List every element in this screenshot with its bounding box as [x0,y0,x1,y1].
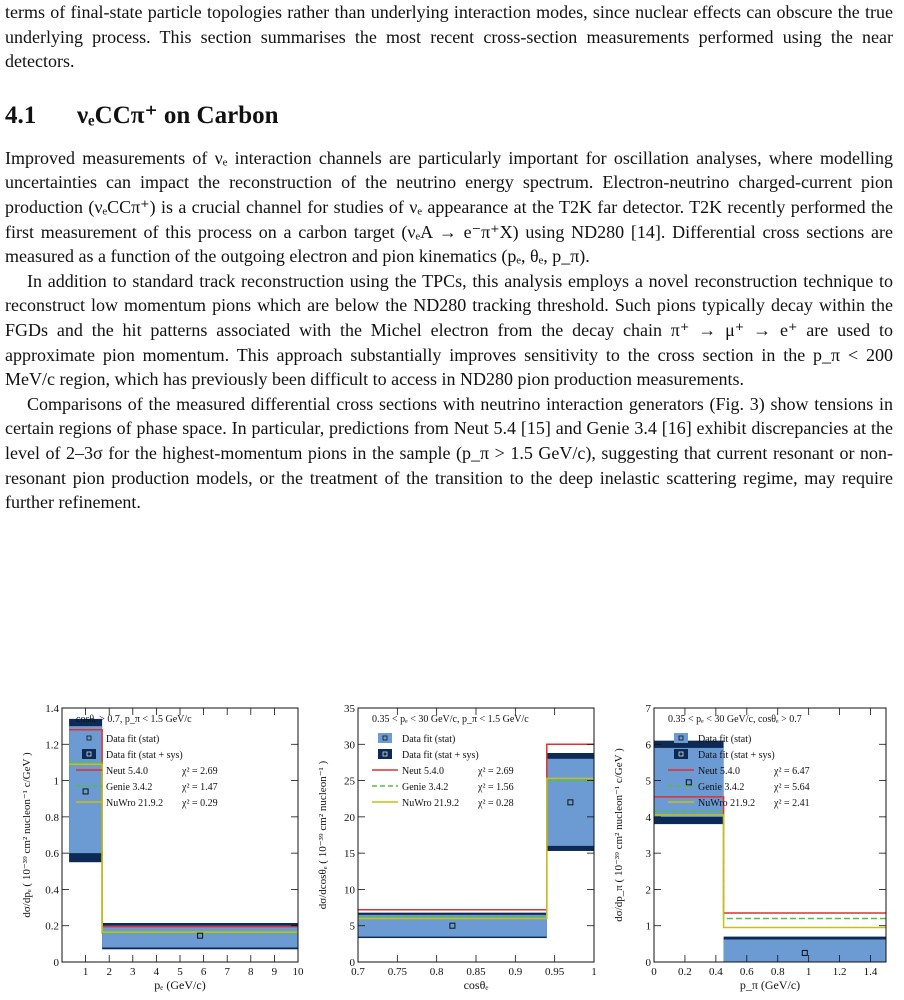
y-tick-label: 4 [645,811,651,824]
neut-line [69,730,298,927]
intro-paragraph: terms of final-state particle topologies rather than underlying interaction modes, since nuclear effects can obscure the true underlying process. This section summarises the most recent cross-section measurements performed using the near detectors. [5,2,893,72]
y-tick-label: 20 [344,811,355,824]
x-tick-label: 6 [200,966,207,978]
y-tick-label: 0.8 [45,811,59,824]
x-tick-label: 0.4 [708,966,723,978]
x-tick-label: 5 [177,966,183,978]
legend-chi2: χ² = 1.47 [182,782,218,793]
legend-label: Data fit (stat) [106,734,160,745]
y-tick-label: 3 [645,848,651,861]
x-axis-label: p_π (GeV/c) [739,978,801,992]
y-tick-label: 0 [53,957,59,969]
y-tick-label: 0.2 [45,920,59,933]
stat-band-1 [102,926,298,948]
text-block [5,0,893,515]
y-tick-label: 1.4 [45,703,59,715]
y-tick-label: 30 [344,739,355,752]
y-tick-label: 5 [349,920,355,933]
legend-label: Data fit (stat) [402,734,456,745]
legend-label: Genie 3.4.2 [698,782,745,793]
legend-label: Data fit (stat + sys) [402,750,479,761]
legend-chi2: χ² = 0.28 [478,798,514,809]
x-tick-label: 1.2 [832,966,847,978]
x-tick-label: 4 [153,966,160,978]
y-tick-label: 1 [645,920,651,933]
x-tick-label: 9 [271,966,278,978]
x-tick-label: 0.7 [351,966,365,978]
x-tick-label: 0.95 [545,966,565,978]
x-tick-label: 0.9 [508,966,523,978]
y-axis-label: dσ/dpₑ ( 10⁻³⁹ cm² nucleon⁻¹ c/GeV ) [21,752,33,918]
legend-label: Data fit (stat + sys) [106,750,183,761]
x-tick-label: 0.75 [387,966,407,978]
x-tick-label: 2 [106,966,112,978]
y-axis-label: dσ/dcosθₑ ( 10⁻³⁹ cm² nucleon⁻¹ ) [317,760,329,910]
genie-line [654,811,886,918]
chart-title: 0.35 < pₑ < 30 GeV/c, p_π < 1.5 GeV/c [372,714,529,725]
y-tick-label: 2 [645,884,651,897]
section-title: νₑCCπ⁺ on Carbon [77,101,279,129]
legend-label: Genie 3.4.2 [402,782,449,793]
stat-band-1 [547,759,594,846]
x-tick-label: 1 [591,966,597,978]
y-tick-label: 0 [645,957,651,969]
x-tick-label: 1.4 [863,966,878,978]
stat-band-0 [69,726,102,853]
x-tick-label: 10 [292,966,304,978]
chart-title: cosθₑ > 0.7, p_π < 1.5 GeV/c [76,714,192,725]
x-tick-label: 1 [805,966,812,978]
legend-label: Neut 5.4.0 [402,766,444,777]
y-tick-label: 5 [645,775,651,788]
y-tick-label: 35 [344,703,355,715]
legend-chi2: χ² = 6.47 [774,766,810,777]
x-tick-label: 0.8 [429,966,444,978]
paragraph-3: Comparisons of the measured differential cross sections with neutrino interaction generators (Fig. 3) show tensions in certain regions of phase space. In particular, predictions from Neut 5.4 [15] and Genie 3.4 [16] exhibit discrepancies at the level of 2–3σ for the highest-momentum pions in the sample (p_π > 1.5 GeV/c), suggesting that current resonant or non-resonant pion production models, or the treatment of the transition to the deep inelastic scattering regime, may require further refinement. [5,393,893,513]
y-tick-label: 0 [349,957,355,969]
legend-label: Neut 5.4.0 [698,766,740,777]
legend-chi2: χ² = 5.64 [774,782,810,793]
legend-label: Genie 3.4.2 [106,782,153,793]
chart-pe [10,700,306,996]
y-tick-label: 1.2 [45,739,59,752]
legend-chi2: χ² = 2.69 [478,766,514,777]
legend-swatch-stat [378,733,392,743]
legend-label: NuWro 21.9.2 [698,798,756,809]
y-tick-label: 6 [645,739,651,752]
x-tick-label: 0.2 [678,966,692,978]
legend-swatch-sys [82,749,96,759]
legend-chi2: χ² = 0.29 [182,798,218,809]
legend-label: NuWro 21.9.2 [106,798,164,809]
chart-ppi [602,700,894,996]
x-tick-label: 0 [651,966,657,978]
chart-costheta [306,700,602,996]
paragraph-2: In addition to standard track reconstruction using the TPCs, this analysis employs a novel reconstruction technique to reconstruct low momentum pions which are below the ND280 tracking threshold. Such pions typically decay within the FGDs and the hit patterns associated with the Michel electron from the decay chain π⁺ → μ⁺ → e⁺ are used to approximate pion momentum. This approach substantially improves sensitivity to the cross section in the p_π < 200 MeV/c region, which has previously been difficult to access in ND280 pion production measurements. [5,270,893,390]
legend-swatch-sys [378,749,392,759]
x-axis-label: pₑ (GeV/c) [154,978,206,992]
y-tick-label: 0.6 [45,848,59,861]
legend-chi2: χ² = 1.56 [478,782,514,793]
legend-swatch-stat [82,733,96,743]
x-tick-label: 8 [248,966,254,978]
x-axis-label: cosθₑ [463,978,489,992]
legend-label: NuWro 21.9.2 [402,798,460,809]
y-tick-label: 10 [344,884,355,897]
legend-label: Data fit (stat + sys) [698,750,775,761]
x-tick-label: 0.8 [770,966,785,978]
y-axis-label: dσ/dp_π ( 10⁻³⁹ cm² nucleon⁻¹ c/GeV ) [613,748,625,922]
paragraph-1: Improved measurements of νₑ interaction channels are particularly important for oscillation analyses, where modelling uncertainties can impact the reconstruction of the neutrino energy spectrum. Electron-neutrino charged-current pion production (νₑCCπ⁺) is a crucial channel for studies of νₑ appearance at the T2K far detector. T2K recently performed the first measurement of this process on a carbon target (νₑA → e⁻π⁺X) using ND280 [14]. Differential cross sections are measured as a function of the outgoing electron and pion kinematics (pₑ, θₑ, p_π). [5,147,893,267]
y-tick-label: 0.4 [45,884,59,897]
figure-3 [10,700,894,996]
legend-chi2: χ² = 2.69 [182,766,218,777]
section-heading [5,100,893,130]
y-tick-label: 7 [645,703,651,715]
legend-swatch-stat [674,733,688,743]
legend-chi2: χ² = 2.41 [774,798,810,809]
y-tick-label: 15 [344,848,355,861]
section-number: 4.1 [5,101,37,129]
y-tick-label: 1 [53,775,59,788]
x-tick-label: 0.85 [466,966,486,978]
legend-label: Neut 5.4.0 [106,766,148,777]
x-tick-label: 3 [130,966,136,978]
x-tick-label: 7 [224,966,230,978]
x-tick-label: 0.6 [739,966,754,978]
y-tick-label: 25 [344,775,355,788]
nuwro-line [654,815,886,927]
x-tick-label: 1 [82,966,89,978]
legend-label: Data fit (stat) [698,734,752,745]
legend-swatch-sys [674,749,688,759]
chart-title: 0.35 < pₑ < 30 GeV/c, cosθₑ > 0.7 [668,714,802,725]
